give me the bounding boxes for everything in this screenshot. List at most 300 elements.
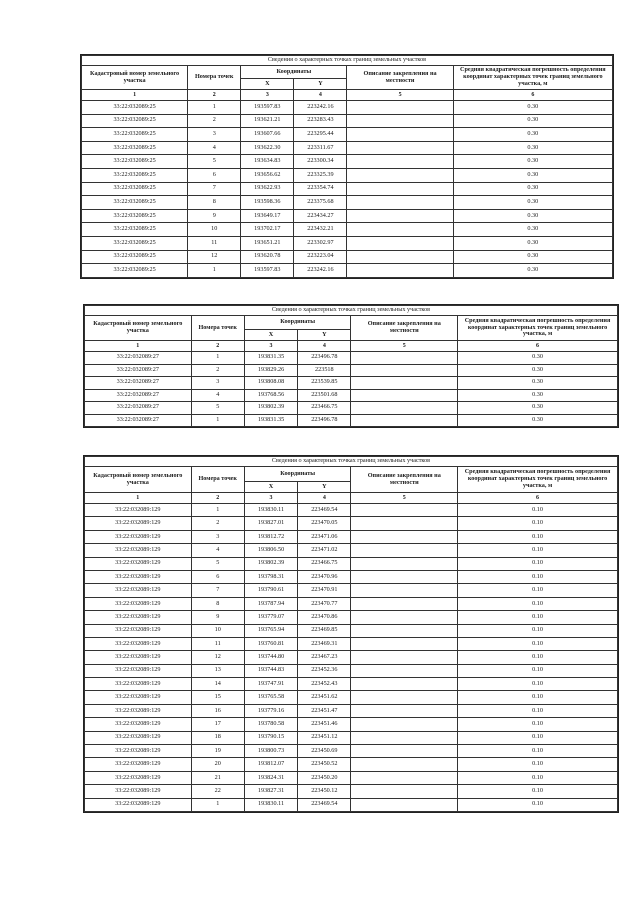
table-row: [85, 504, 618, 517]
description-cell: [351, 389, 458, 402]
accuracy-cell: 0.10: [458, 557, 618, 570]
x-coordinate-cell: 193824.31: [244, 771, 297, 784]
y-coordinate-cell: 223470.77: [298, 597, 351, 610]
accuracy-cell: 0.30: [453, 182, 612, 196]
table-caption: Сведения о характерных точках границ земельных участков: [82, 56, 613, 66]
y-coordinate-cell: 223518: [298, 364, 351, 377]
point-number-cell: 4: [191, 389, 244, 402]
y-coordinate-cell: 223434.27: [294, 209, 347, 223]
cadastral-number-cell: 33:22:032089:129: [85, 544, 192, 557]
table-row: [85, 352, 618, 365]
table-row: [82, 250, 613, 264]
column-number: 5: [351, 493, 458, 504]
accuracy-cell: 0.10: [458, 624, 618, 637]
y-coordinate-cell: 223432.21: [294, 223, 347, 237]
accuracy-cell: 0.10: [458, 544, 618, 557]
x-coordinate-cell: 193827.01: [244, 517, 297, 530]
accuracy-cell: 0.10: [458, 678, 618, 691]
y-coordinate-cell: 223375.68: [294, 196, 347, 210]
accuracy-cell: 0.10: [458, 517, 618, 530]
point-number-cell: 3: [191, 377, 244, 390]
y-coordinate-cell: 223283.43: [294, 114, 347, 128]
y-coordinate-cell: 223496.78: [298, 352, 351, 365]
y-coordinate-cell: 223470.91: [298, 584, 351, 597]
point-number-cell: 10: [191, 624, 244, 637]
description-cell: [347, 236, 453, 250]
table-row: [82, 182, 613, 196]
point-number-cell: 4: [188, 141, 241, 155]
point-number-cell: 12: [191, 651, 244, 664]
point-number-cell: 5: [191, 557, 244, 570]
description-cell: [351, 691, 458, 704]
point-number-cell: 16: [191, 704, 244, 717]
x-coordinate-cell: 193830.11: [244, 798, 297, 811]
coordinates-table-2: [83, 304, 619, 428]
cadastral-number-cell: 33:22:032089:25: [82, 250, 188, 264]
x-coordinate-cell: 193829.26: [244, 364, 297, 377]
y-coordinate-cell: 223242.16: [294, 264, 347, 278]
point-number-cell: 2: [188, 114, 241, 128]
x-coordinate-cell: 193768.56: [244, 389, 297, 402]
x-coordinate-cell: 193812.72: [244, 530, 297, 543]
column-number: 3: [244, 493, 297, 504]
header-cadastral-number: Кадастровый номер земельного участка: [85, 316, 192, 341]
description-cell: [351, 570, 458, 583]
table-row: [85, 691, 618, 704]
point-number-cell: 1: [191, 352, 244, 365]
point-number-cell: 5: [188, 155, 241, 169]
table-row: [85, 570, 618, 583]
point-number-cell: 6: [191, 570, 244, 583]
table-row: [85, 597, 618, 610]
y-coordinate-cell: 223302.97: [294, 236, 347, 250]
x-coordinate-cell: 193760.81: [244, 637, 297, 650]
point-number-cell: 1: [188, 101, 241, 115]
x-coordinate-cell: 193765.94: [244, 624, 297, 637]
point-number-cell: 18: [191, 731, 244, 744]
y-coordinate-cell: 223295.44: [294, 128, 347, 142]
cadastral-number-cell: 33:22:032089:129: [85, 704, 192, 717]
cadastral-number-cell: 33:22:032089:129: [85, 731, 192, 744]
cadastral-number-cell: 33:22:032089:129: [85, 664, 192, 677]
cadastral-number-cell: 33:22:032089:27: [85, 352, 192, 365]
point-number-cell: 4: [191, 544, 244, 557]
accuracy-cell: 0.10: [458, 758, 618, 771]
cadastral-number-cell: 33:22:032089:129: [85, 597, 192, 610]
point-number-cell: 1: [188, 264, 241, 278]
x-coordinate-cell: 193744.83: [244, 664, 297, 677]
y-coordinate-cell: 223450.52: [298, 758, 351, 771]
table-row: [85, 557, 618, 570]
x-coordinate-cell: 193790.61: [244, 584, 297, 597]
point-number-cell: 11: [188, 236, 241, 250]
header-description: Описание закрепления на местности: [347, 66, 453, 90]
accuracy-cell: 0.30: [453, 209, 612, 223]
y-coordinate-cell: 223470.86: [298, 611, 351, 624]
description-cell: [351, 611, 458, 624]
description-cell: [351, 651, 458, 664]
table-row: [85, 785, 618, 798]
cadastral-number-cell: 33:22:032089:129: [85, 584, 192, 597]
point-number-cell: 2: [191, 517, 244, 530]
accuracy-cell: 0.30: [458, 389, 618, 402]
x-coordinate-cell: 193779.07: [244, 611, 297, 624]
accuracy-cell: 0.30: [453, 155, 612, 169]
x-coordinate-cell: 193798.31: [244, 570, 297, 583]
column-number: 2: [191, 341, 244, 352]
x-coordinate-cell: 193634.83: [241, 155, 294, 169]
description-cell: [351, 597, 458, 610]
table-row: [85, 651, 618, 664]
y-coordinate-cell: 223451.62: [298, 691, 351, 704]
table-row: [85, 758, 618, 771]
table-row: [85, 611, 618, 624]
x-coordinate-cell: 193827.31: [244, 785, 297, 798]
point-number-cell: 19: [191, 745, 244, 758]
accuracy-cell: 0.10: [458, 584, 618, 597]
column-number: 3: [241, 90, 294, 101]
table-row: [85, 637, 618, 650]
description-cell: [351, 504, 458, 517]
x-coordinate-cell: 193808.08: [244, 377, 297, 390]
description-cell: [351, 718, 458, 731]
point-number-cell: 17: [191, 718, 244, 731]
description-cell: [347, 114, 453, 128]
x-coordinate-cell: 193597.83: [241, 101, 294, 115]
accuracy-cell: 0.10: [458, 718, 618, 731]
accuracy-cell: 0.30: [458, 377, 618, 390]
point-number-cell: 13: [191, 664, 244, 677]
cadastral-number-cell: 33:22:032089:129: [85, 611, 192, 624]
table-row: [82, 128, 613, 142]
y-coordinate-cell: 223451.47: [298, 704, 351, 717]
description-cell: [347, 141, 453, 155]
accuracy-cell: 0.30: [458, 364, 618, 377]
cadastral-number-cell: 33:22:032089:25: [82, 128, 188, 142]
point-number-cell: 9: [188, 209, 241, 223]
y-coordinate-cell: 223469.54: [298, 504, 351, 517]
cadastral-number-cell: 33:22:032089:129: [85, 530, 192, 543]
point-number-cell: 7: [191, 584, 244, 597]
table-row: [85, 771, 618, 784]
y-coordinate-cell: 223450.69: [298, 745, 351, 758]
description-cell: [351, 745, 458, 758]
description-cell: [351, 352, 458, 365]
table-row: [85, 414, 618, 427]
table-row: [85, 678, 618, 691]
table-row: [85, 718, 618, 731]
point-number-cell: 14: [191, 678, 244, 691]
point-number-cell: 12: [188, 250, 241, 264]
accuracy-cell: 0.10: [458, 745, 618, 758]
y-coordinate-cell: 223452.43: [298, 678, 351, 691]
y-coordinate-cell: 223451.46: [298, 718, 351, 731]
x-coordinate-cell: 193744.80: [244, 651, 297, 664]
cadastral-number-cell: 33:22:032089:27: [85, 364, 192, 377]
description-cell: [347, 182, 453, 196]
description-cell: [351, 637, 458, 650]
column-number: 5: [347, 90, 453, 101]
column-number: 6: [453, 90, 612, 101]
x-coordinate-cell: 193607.66: [241, 128, 294, 142]
x-coordinate-cell: 193831.35: [244, 352, 297, 365]
y-coordinate-cell: 223496.78: [298, 414, 351, 427]
description-cell: [351, 517, 458, 530]
description-cell: [351, 544, 458, 557]
point-number-cell: 6: [188, 168, 241, 182]
accuracy-cell: 0.30: [453, 101, 612, 115]
accuracy-cell: 0.30: [453, 236, 612, 250]
cadastral-number-cell: 33:22:032089:129: [85, 637, 192, 650]
y-coordinate-cell: 223451.12: [298, 731, 351, 744]
table-row: [85, 517, 618, 530]
point-number-cell: 15: [191, 691, 244, 704]
x-coordinate-cell: 193802.39: [244, 402, 297, 415]
accuracy-cell: 0.30: [458, 352, 618, 365]
y-coordinate-cell: 223300.34: [294, 155, 347, 169]
table-row: [82, 114, 613, 128]
cadastral-number-cell: 33:22:032089:27: [85, 414, 192, 427]
cadastral-number-cell: 33:22:032089:129: [85, 758, 192, 771]
table-row: [82, 223, 613, 237]
accuracy-cell: 0.10: [458, 664, 618, 677]
cadastral-number-cell: 33:22:032089:129: [85, 570, 192, 583]
table-row: [85, 584, 618, 597]
x-coordinate-cell: 193831.35: [244, 414, 297, 427]
point-number-cell: 2: [191, 364, 244, 377]
description-cell: [347, 101, 453, 115]
table-row: [85, 544, 618, 557]
description-cell: [351, 785, 458, 798]
column-number: 2: [191, 493, 244, 504]
y-coordinate-cell: 223466.75: [298, 557, 351, 570]
header-y: Y: [294, 79, 347, 90]
description-cell: [347, 209, 453, 223]
accuracy-cell: 0.10: [458, 798, 618, 811]
accuracy-cell: 0.30: [453, 250, 612, 264]
cadastral-number-cell: 33:22:032089:129: [85, 651, 192, 664]
header-accuracy: Средняя квадратическая погрешность определения координат характерных точек границ земельного участка, м: [458, 467, 618, 493]
header-cadastral-number: Кадастровый номер земельного участка: [82, 66, 188, 90]
description-cell: [351, 584, 458, 597]
y-coordinate-cell: 223223.04: [294, 250, 347, 264]
cadastral-number-cell: 33:22:032089:27: [85, 402, 192, 415]
table-row: [85, 530, 618, 543]
point-number-cell: 8: [191, 597, 244, 610]
point-number-cell: 21: [191, 771, 244, 784]
y-coordinate-cell: 223466.75: [298, 402, 351, 415]
description-cell: [351, 664, 458, 677]
accuracy-cell: 0.10: [458, 785, 618, 798]
point-number-cell: 11: [191, 637, 244, 650]
description-cell: [351, 731, 458, 744]
coordinates-table-3: [83, 455, 619, 813]
header-point-number: Номера точек: [191, 316, 244, 341]
y-coordinate-cell: 223469.85: [298, 624, 351, 637]
accuracy-cell: 0.10: [458, 530, 618, 543]
table-row: [82, 236, 613, 250]
x-coordinate-cell: 193802.39: [244, 557, 297, 570]
cadastral-number-cell: 33:22:032089:25: [82, 182, 188, 196]
y-coordinate-cell: 223311.67: [294, 141, 347, 155]
y-coordinate-cell: 223469.54: [298, 798, 351, 811]
column-number: 4: [298, 341, 351, 352]
x-coordinate-cell: 193812.07: [244, 758, 297, 771]
description-cell: [347, 250, 453, 264]
header-accuracy: Средняя квадратическая погрешность определения координат характерных точек границ земельного участка, м: [458, 316, 618, 341]
cadastral-number-cell: 33:22:032089:25: [82, 114, 188, 128]
description-cell: [347, 168, 453, 182]
column-number: 5: [351, 341, 458, 352]
accuracy-cell: 0.30: [458, 402, 618, 415]
header-x: X: [244, 482, 297, 493]
table-row: [82, 264, 613, 278]
description-cell: [347, 128, 453, 142]
cadastral-number-cell: 33:22:032089:129: [85, 745, 192, 758]
table-row: [85, 704, 618, 717]
cadastral-number-cell: 33:22:032089:25: [82, 141, 188, 155]
accuracy-cell: 0.10: [458, 637, 618, 650]
accuracy-cell: 0.30: [453, 196, 612, 210]
accuracy-cell: 0.30: [453, 223, 612, 237]
header-point-number: Номера точек: [191, 467, 244, 493]
y-coordinate-cell: 223470.96: [298, 570, 351, 583]
description-cell: [347, 264, 453, 278]
cadastral-number-cell: 33:22:032089:25: [82, 223, 188, 237]
x-coordinate-cell: 193651.21: [241, 236, 294, 250]
description-cell: [347, 223, 453, 237]
accuracy-cell: 0.30: [453, 114, 612, 128]
cadastral-number-cell: 33:22:032089:129: [85, 718, 192, 731]
y-coordinate-cell: 223471.02: [298, 544, 351, 557]
table-caption: Сведения о характерных точках границ земельных участков: [85, 306, 618, 316]
x-coordinate-cell: 193830.11: [244, 504, 297, 517]
table-row: [85, 377, 618, 390]
x-coordinate-cell: 193790.15: [244, 731, 297, 744]
y-coordinate-cell: 223501.68: [298, 389, 351, 402]
cadastral-number-cell: 33:22:032089:25: [82, 209, 188, 223]
accuracy-cell: 0.10: [458, 691, 618, 704]
x-coordinate-cell: 193765.58: [244, 691, 297, 704]
description-cell: [351, 557, 458, 570]
x-coordinate-cell: 193787.94: [244, 597, 297, 610]
header-x: X: [244, 330, 297, 341]
point-number-cell: 10: [188, 223, 241, 237]
table-row: [85, 745, 618, 758]
header-x: X: [241, 79, 294, 90]
point-number-cell: 7: [188, 182, 241, 196]
table-row: [82, 209, 613, 223]
point-number-cell: 1: [191, 414, 244, 427]
y-coordinate-cell: 223354.74: [294, 182, 347, 196]
column-number: 6: [458, 341, 618, 352]
point-number-cell: 1: [191, 504, 244, 517]
accuracy-cell: 0.30: [458, 414, 618, 427]
cadastral-number-cell: 33:22:032089:129: [85, 504, 192, 517]
header-point-number: Номера точек: [188, 66, 241, 90]
x-coordinate-cell: 193597.83: [241, 264, 294, 278]
column-number: 4: [298, 493, 351, 504]
accuracy-cell: 0.30: [453, 168, 612, 182]
point-number-cell: 9: [191, 611, 244, 624]
cadastral-number-cell: 33:22:032089:129: [85, 517, 192, 530]
cadastral-number-cell: 33:22:032089:129: [85, 678, 192, 691]
accuracy-cell: 0.10: [458, 597, 618, 610]
description-cell: [351, 771, 458, 784]
accuracy-cell: 0.10: [458, 731, 618, 744]
x-coordinate-cell: 193622.30: [241, 141, 294, 155]
table-row: [85, 798, 618, 811]
column-number: 3: [244, 341, 297, 352]
y-coordinate-cell: 223242.16: [294, 101, 347, 115]
table-row: [85, 731, 618, 744]
column-number: 4: [294, 90, 347, 101]
column-number: 1: [85, 493, 192, 504]
x-coordinate-cell: 193702.17: [241, 223, 294, 237]
x-coordinate-cell: 193622.93: [241, 182, 294, 196]
description-cell: [351, 364, 458, 377]
description-cell: [351, 678, 458, 691]
table-row: [82, 141, 613, 155]
point-number-cell: 1: [191, 798, 244, 811]
description-cell: [351, 530, 458, 543]
y-coordinate-cell: 223452.36: [298, 664, 351, 677]
column-number: 1: [85, 341, 192, 352]
description-cell: [351, 704, 458, 717]
cadastral-number-cell: 33:22:032089:25: [82, 155, 188, 169]
description-cell: [351, 414, 458, 427]
y-coordinate-cell: 223467.23: [298, 651, 351, 664]
x-coordinate-cell: 193780.58: [244, 718, 297, 731]
accuracy-cell: 0.10: [458, 570, 618, 583]
column-number: 1: [82, 90, 188, 101]
x-coordinate-cell: 193747.91: [244, 678, 297, 691]
cadastral-number-cell: 33:22:032089:129: [85, 771, 192, 784]
cadastral-number-cell: 33:22:032089:129: [85, 691, 192, 704]
header-cadastral-number: Кадастровый номер земельного участка: [85, 467, 192, 493]
x-coordinate-cell: 193656.62: [241, 168, 294, 182]
coordinates-table-1: [80, 54, 614, 279]
header-description: Описание закрепления на местности: [351, 467, 458, 493]
table-row: [85, 664, 618, 677]
table-row: [82, 168, 613, 182]
y-coordinate-cell: 223539.85: [298, 377, 351, 390]
description-cell: [351, 758, 458, 771]
accuracy-cell: 0.10: [458, 651, 618, 664]
point-number-cell: 20: [191, 758, 244, 771]
column-number: 6: [458, 493, 618, 504]
x-coordinate-cell: 193806.50: [244, 544, 297, 557]
table-row: [85, 624, 618, 637]
point-number-cell: 8: [188, 196, 241, 210]
description-cell: [351, 377, 458, 390]
accuracy-cell: 0.30: [453, 264, 612, 278]
cadastral-number-cell: 33:22:032089:25: [82, 196, 188, 210]
table-row: [85, 402, 618, 415]
accuracy-cell: 0.10: [458, 771, 618, 784]
y-coordinate-cell: 223469.31: [298, 637, 351, 650]
y-coordinate-cell: 223325.39: [294, 168, 347, 182]
x-coordinate-cell: 193800.73: [244, 745, 297, 758]
accuracy-cell: 0.30: [453, 141, 612, 155]
cadastral-number-cell: 33:22:032089:25: [82, 236, 188, 250]
cadastral-number-cell: 33:22:032089:129: [85, 785, 192, 798]
table-row: [82, 101, 613, 115]
x-coordinate-cell: 193598.36: [241, 196, 294, 210]
cadastral-number-cell: 33:22:032089:25: [82, 101, 188, 115]
x-coordinate-cell: 193649.17: [241, 209, 294, 223]
point-number-cell: 3: [191, 530, 244, 543]
